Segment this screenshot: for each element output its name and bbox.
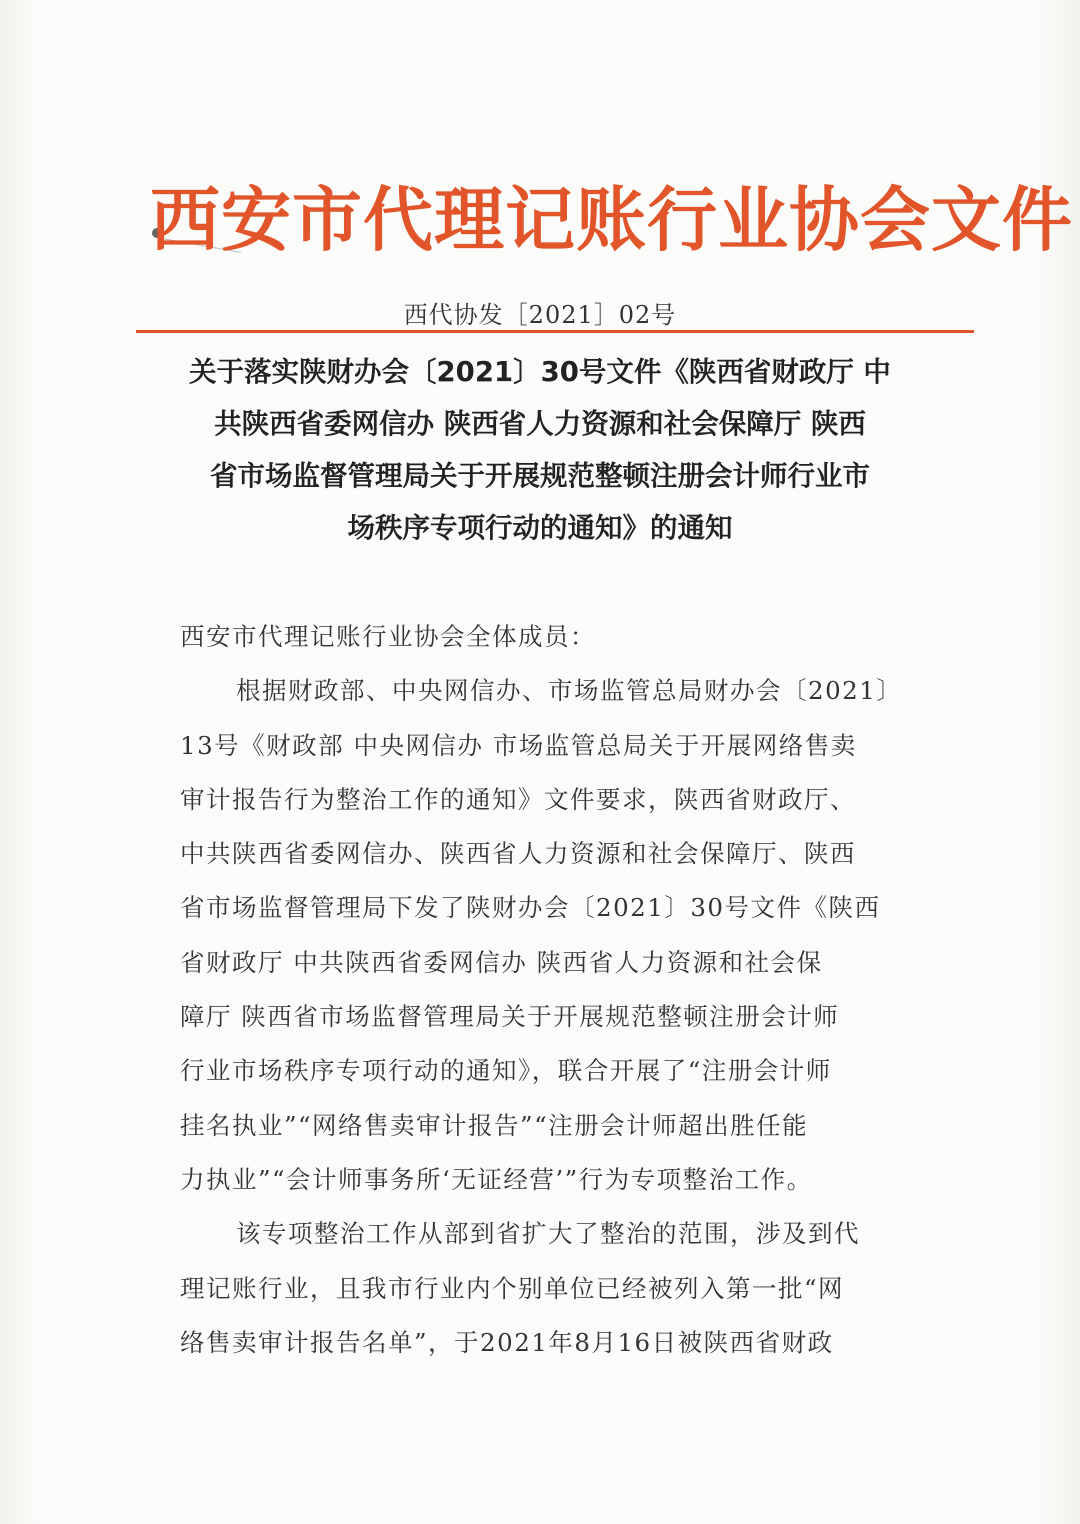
document-number: 西代协发［2021］02号: [403, 301, 677, 329]
body-line: 络售卖审计报告名单”，于2021年8月16日被陕西省财政: [180, 1327, 834, 1357]
body-line: 根据财政部、中央网信办、市场监管总局财办会〔2021〕: [236, 676, 903, 706]
notice-title-line: 省市场监督管理局关于开展规范整顿注册会计师行业市: [210, 460, 870, 492]
body-line: 障厅 陕西省市场监督管理局关于开展规范整顿注册会计师: [180, 1002, 840, 1032]
notice-title-line: 关于落实陕财办会〔2021〕30号文件《陕西省财政厅 中: [189, 356, 891, 388]
body-line: 审计报告行为整治工作的通知》文件要求，陕西省财政厅、: [180, 784, 856, 814]
body-line: 理记账行业，且我市行业内个别单位已经被列入第一批“网: [180, 1273, 845, 1303]
body-line: 力执业”“会计师事务所‘无证经营’”行为专项整治工作。: [180, 1164, 813, 1194]
notice-title-line: 场秩序专项行动的通知》的通知: [347, 512, 733, 544]
salutation-line: 西安市代理记账行业协会全体成员：: [180, 622, 596, 651]
org-header-title: 西安市代理记账行业协会文件: [150, 179, 1073, 261]
notice-body: [180, 610, 910, 1370]
body-line: 省财政厅 中共陕西省委网信办 陕西省人力资源和社会保: [180, 947, 823, 977]
body-line: 13号《财政部 中央网信办 市场监管总局关于开展网络售卖: [180, 730, 857, 760]
body-line: 行业市场秩序专项行动的通知》，联合开展了“注册会计师: [180, 1056, 832, 1086]
body-line: 中共陕西省委网信办、陕西省人力资源和社会保障厅、陕西: [180, 839, 856, 869]
body-line: 该专项整治工作从部到省扩大了整治的范围，涉及到代: [236, 1219, 860, 1249]
header-divider-rule: [136, 330, 974, 333]
notice-title: [170, 346, 910, 554]
body-line: 挂名执业”“网络售卖审计报告”“注册会计师超出胜任能: [180, 1110, 809, 1140]
body-line: 省市场监督管理局下发了陕财办会〔2021〕30号文件《陕西: [180, 893, 881, 923]
notice-title-line: 共陕西省委网信办 陕西省人力资源和社会保障厅 陕西: [214, 408, 866, 440]
